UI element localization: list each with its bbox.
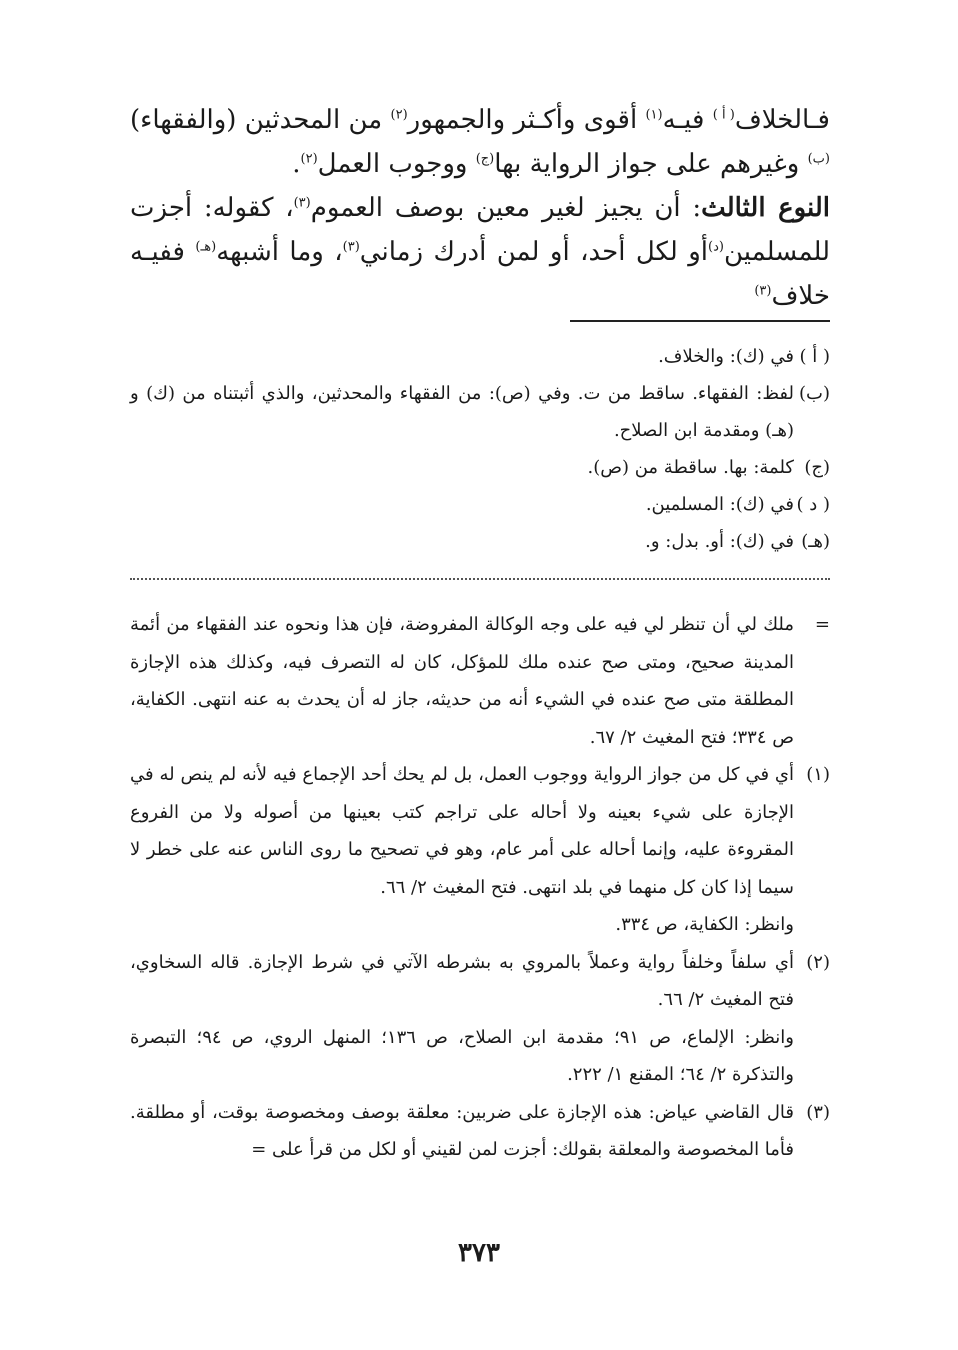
footnote-text: قال القاضي عياض: هذه الإجازة على ضربين: معلقة بوصف ومخصوصة بوقت، أو مطلقة. فأما المخصوصة والمعلقة بقولك: أجزت لمن لقيني أو لكل من قرأ على = — [130, 1101, 794, 1160]
footnote-item — [130, 1094, 830, 1169]
variant-annotations — [130, 338, 830, 560]
page-number: ٣٧٣ — [458, 1238, 500, 1268]
annotation-item — [130, 449, 830, 486]
annotation-text: في (ك): والخلاف. — [658, 346, 794, 367]
footnote-marker[interactable]: (٣) — [754, 283, 772, 299]
footnote-marker[interactable]: ( أ ) — [712, 107, 735, 123]
section-heading: النوع الثالث — [701, 193, 831, 223]
footnote-marker[interactable]: (١) — [645, 107, 663, 123]
footnote-text: ملك لي أن تنظر لي فيه على وجه الوكالة المفروضة، فإن هذا ونحوه عند الفقهاء من أئمة المدينة صحيح، ومتى صح عنده ملك للمؤكل، كان له التصرف فيه، وكذلك هذه الإجازة المطلقة متى صح عنده في الشيء أنه من حديثه، جاز له أن يحدث به عنه انتهى. الكفاية، ص ٣٣٤؛ فتح المغيث ٢/ ٦٧. — [130, 614, 794, 748]
footnote-item — [130, 606, 830, 756]
annotation-marker: (ب) — [799, 383, 830, 404]
footnote-marker[interactable]: (٢) — [300, 151, 318, 167]
annotation-marker: ( أ ) — [799, 346, 830, 367]
footnote-marker[interactable]: (هـ) — [195, 239, 217, 255]
footnote-text: أي في كل من جواز الرواية ووجوب العمل، بل لم يحك أحد الإجماع فيه لأنه لم ينص له في الإجازة على شيء بعينه ولا أحاله على تراجم كتب بعينها من أصوله ولا من الفروع المقروءة عليه، وإنما أحاله على أمر عام، وهو في تصحيح ما روى الناس عنه على خطر لا سيما إذا كان كل منهما في بلد انتهى. فتح المغيث ٢/ ٦٦. وانظر: الكفاية، ص ٣٣٤. — [130, 764, 794, 935]
footnote-marker[interactable]: (٣) — [293, 195, 311, 211]
annotation-text: في (ك): أو. بدل: و. — [645, 531, 794, 552]
annotation-marker: (هـ) — [801, 531, 830, 552]
annotation-item — [130, 338, 830, 375]
footnote-marker[interactable]: (د) — [708, 239, 724, 255]
footnotes — [130, 606, 830, 1169]
footnote-number: = — [814, 614, 830, 635]
main-paragraph-1: فـالخلاف$^{( أ )}$ فيـه$^{(١)}$ أقوى وأكـثر والجمهور$^{(٢)}$ من المحدثين (والفقهاء)$^{(ب)}$ وغيرهم على جواز الرواية بها$^{(ج)}$ ووجوب العمل$^{(٢)}$. — [130, 105, 830, 179]
annotation-item — [130, 523, 830, 560]
annotation-text: لفظ: الفقهاء. ساقط من ت. وفي (ص): من الفقهاء والمحدثين، والذي أثبتناه من (ك) و (هـ) ومقدمة ابن الصلاح. — [130, 383, 794, 441]
footnote-number: (٢) — [806, 951, 830, 973]
footnote-text: أي سلفاً وخلفاً رواية وعملاً بالمروي به بشرطه الآتي في شرط الإجازة. قاله السخاوي، فتح المغيث ٢/ ٦٦. وانظر: الإلماع، ص ٩١؛ مقدمة ابن الصلاح، ص ١٣٦؛ المنهل الروي، ص ٩٤؛ التبصرة والتذكرة ٢/ ٦٤؛ المقنع ١/ ٢٢٢. — [130, 951, 795, 1085]
annotation-text: في (ك): المسلمين. — [645, 494, 794, 515]
annotation-item — [130, 486, 830, 523]
footnote-number: (٣) — [806, 1101, 830, 1123]
footnote-marker[interactable]: (ب) — [807, 151, 830, 167]
footnote-item — [130, 756, 830, 944]
footnote-number: (١) — [806, 764, 830, 785]
main-paragraph-2: النوع الثالث: أن يجيز لغير معين بوصف العموم$^{(٣)}$، كقوله: أجزت للمسلمين$^{(د)}$أو لكل أحد، أو لمن أدرك زماني$^{(٣)}$، وما أشبهه$^{(هـ)}$ ففيـه خلاف$^{(٣)}$ — [130, 193, 831, 311]
main-text — [130, 98, 830, 318]
dotted-separator — [130, 578, 830, 580]
annotation-marker: (ج) — [804, 457, 830, 478]
annotation-text: كلمة: بها. ساقطة من (ص). — [587, 457, 794, 478]
annotation-item — [130, 375, 830, 449]
footnote-marker[interactable]: (٣) — [342, 239, 360, 255]
footnote-separator — [570, 320, 830, 322]
footnote-marker[interactable]: (٢) — [390, 107, 408, 123]
annotation-marker: ( د ) — [796, 494, 830, 515]
footnote-item — [130, 944, 830, 1094]
footnote-marker[interactable]: (ج) — [475, 151, 495, 167]
